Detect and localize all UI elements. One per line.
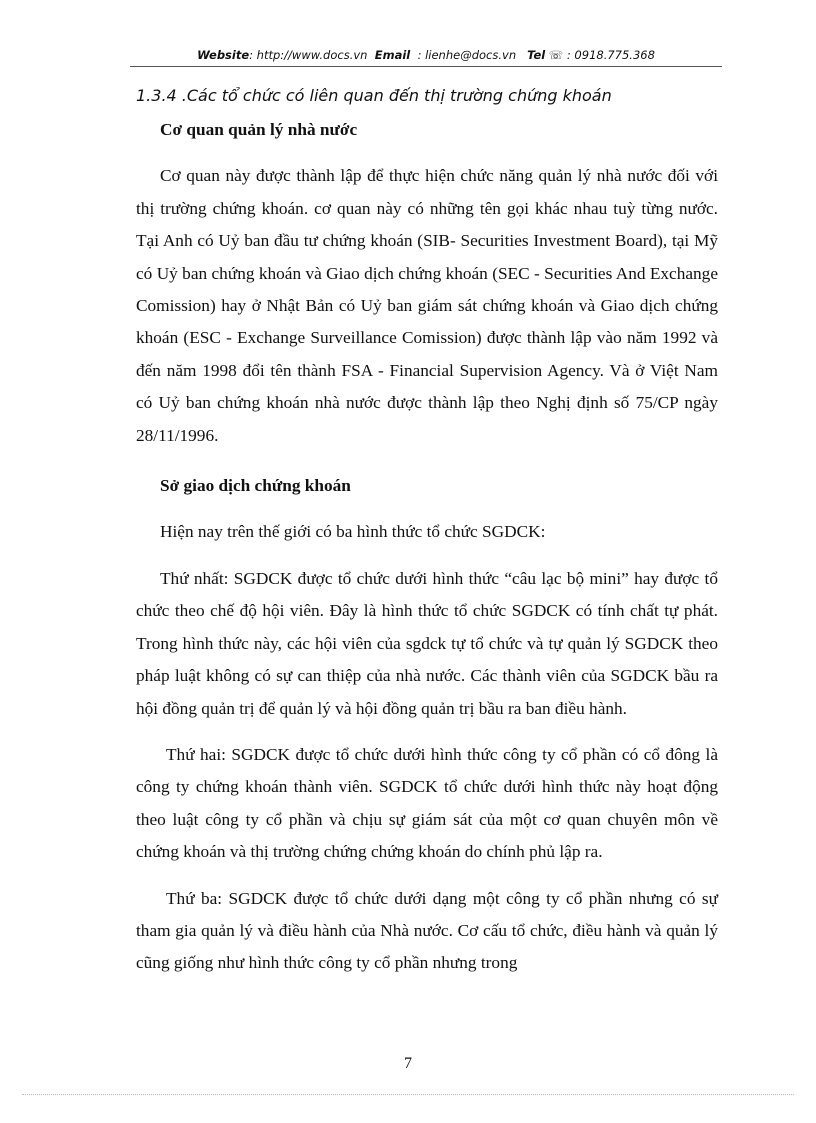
- subsection-heading-state-agency: Cơ quan quản lý nhà nước: [160, 120, 358, 139]
- page-number: 7: [404, 1055, 412, 1072]
- document-body: [136, 114, 718, 980]
- paragraph-first-form: Thứ nhất: SGDCK được tổ chức dưới hình thức “câu lạc bộ mini” hay được tổ chức theo chế độ hội viên. Đây là hình thức tổ chức SGDCK có tính chất tự phát. Trong hình thức này, các hội viên của sgdck tự tổ chức và tự quản lý SGDCK theo pháp luật không có sự can thiệp của nhà nước. Các thành viên của SGDCK bầu ra hội đồng quản trị để quản lý và hội đồng quản trị bầu ra ban điều hành.: [136, 568, 718, 718]
- page-header: [130, 46, 722, 67]
- website-value: : http://www.docs.vn: [249, 48, 368, 62]
- section-heading: 1.3.4 .Các tổ chức có liên quan đến thị trường chứng khoán: [136, 86, 612, 105]
- email-label: Email: [374, 48, 411, 62]
- paragraph-state-agency: Cơ quan này được thành lập để thực hiện chức năng quản lý nhà nước đối với thị trường chứng khoán. cơ quan này có những tên gọi khác nhau tuỳ từng nước. Tại Anh có Uỷ ban đầu tư chứng khoán (SIB- Securities Investment Board), tại Mỹ có Uỷ ban chứng khoán và Giao dịch chứng khoán (SEC - Securities And Exchange Comission) hay ở Nhật Bản có Uỷ ban giám sát chứng khoán và Giao dịch chứng khoán (ESC - Exchange Surveillance Comission) được thành lập vào năm 1992 và đến năm 1998 đổi tên thành FSA - Financial Supervision Agency. Và ở Việt Nam có Uỷ ban chứng khoán nhà nước được thành lập theo Nghị định số 75/CP ngày 28/11/1996.: [136, 166, 718, 445]
- website-label: Website: [197, 48, 250, 62]
- email-value: : lienhe@docs.vn: [417, 48, 517, 62]
- tel-value: : 0918.775.368: [566, 48, 655, 62]
- page-bottom-divider: [22, 1094, 794, 1095]
- paragraph-intro: Hiện nay trên thế giới có ba hình thức tổ chức SGDCK:: [160, 522, 546, 542]
- paragraph-third-form: Thứ ba: SGDCK được tổ chức dưới dạng một công ty cổ phần nhưng có sự tham gia quản lý và điều hành của Nhà nước. Cơ cấu tổ chức, điều hành và quản lý cũng giống như hình thức công ty cổ phần nhưng trong: [136, 888, 718, 973]
- phone-icon: ☏: [548, 48, 564, 62]
- subsection-heading-stock-exchange: Sở giao dịch chứng khoán: [160, 476, 351, 496]
- paragraph-second-form: Thứ hai: SGDCK được tổ chức dưới hình thức công ty cổ phần có cổ đông là công ty chứng khoán thành viên. SGDCK tổ chức dưới hình thức này hoạt động theo luật công ty cổ phần và chịu sự giám sát của một cơ quan chuyên môn về chứng khoán và thị trường chứng chứng khoán do chính phủ lập ra.: [136, 744, 718, 862]
- tel-label: Tel: [527, 48, 546, 62]
